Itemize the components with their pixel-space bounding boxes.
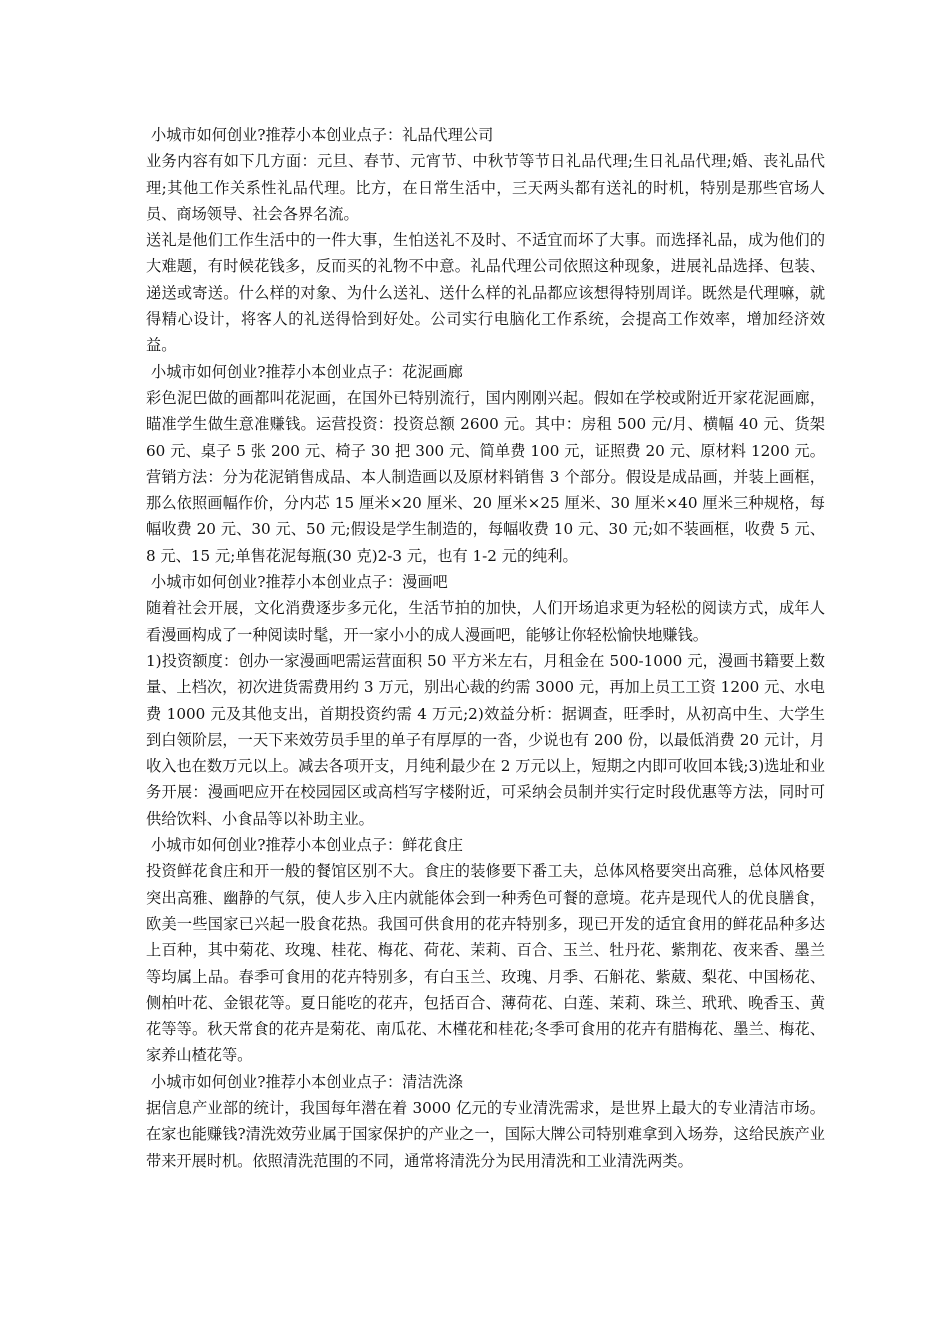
section-heading-flower-restaurant: 小城市如何创业?推荐小本创业点子：鲜花食庄	[151, 836, 463, 855]
section-heading-comic-bar: 小城市如何创业?推荐小本创业点子：漫画吧	[151, 573, 448, 592]
paragraph-flower-restaurant: 投资鲜花食庄和开一般的餐馆区别不大。食庄的装修要下番工夫，总体风格要突出高雅，总体风格要突出高雅、幽静的气氛，使人步入庄内就能体会到一种秀色可餐的意境。花卉是现代人的优良膳食，欧美一些国家已兴起一股食花热。我国可供食用的花卉特别多，现已开发的适宜食用的鲜花品种多达上百种，其中菊花、玫瑰、桂花、梅花、荷花、茉莉、百合、玉兰、牡丹花、紫荆花、夜来香、墨兰等均属上品。春季可食用的花卉特别多，有白玉兰、玫瑰、月季、石斛花、紫葳、梨花、中国杨花、侧柏叶花、金银花等。夏日能吃的花卉，包括百合、薄荷花、白莲、茉莉、珠兰、玳玳、晚香玉、黄花等等。秋天常食的花卉是菊花、南瓜花、木槿花和桂花;冬季可食用的花卉有腊梅花、墨兰、梅花、家养山楂花等。	[146, 862, 825, 1065]
paragraph-comic-bar-investment: 1)投资额度：创办一家漫画吧需运营面积 50 平方米左右，月租金在 500-1000 元，漫画书籍要上数量、上档次，初次进货需费用约 3 万元，别出心裁的约需 3000 元，再加上员工工资 1200 元、水电费 1000 元及其他支出，首期投资约需 4 万元;2)效益分析：据调查，旺季时，从初高中生、大学生到白领阶层，一天下来效劳员手里的单子有厚厚的一沓，少说也有 200 份，以最低消费 20 元计，月收入也在数万元以上。减去各项开支，月纯利最少在 2 万元以上，短期之内即可收回本钱;3)选址和业务开展：漫画吧应开在校园园区或高档写字楼附近，可采纳会员制并实行定时段优惠等方法，同时可供给饮料、小食品等以补助主业。	[146, 651, 825, 828]
paragraph-gift-business-scope: 业务内容有如下几方面：元旦、春节、元宵节、中秋节等节日礼品代理;生日礼品代理;婚、丧礼品代理;其他工作关系性礼品代理。比方，在日常生活中，三天两头都有送礼的时机，特别是那些官场人员、商场领导、社会各界名流。	[146, 152, 825, 223]
paragraph-cleaning: 据信息产业部的统计，我国每年潜在着 3000 亿元的专业清洗需求，是世界上最大的专业清洁市场。在家也能赚钱?清洗效劳业属于国家保护的产业之一，国际大牌公司特别难拿到入场券，这给民族产业带来开展时机。依照清洗范围的不同，通常将清洗分为民用清洗和工业清洗两类。	[146, 1098, 825, 1170]
document-page	[143, 122, 825, 1174]
paragraph-clay-gallery: 彩色泥巴做的画都叫花泥画，在国外已特别流行，国内刚刚兴起。假如在学校或附近开家花泥画廊，瞄准学生做生意准赚钱。运营投资：投资总额 2600 元。其中：房租 500 元/月、横幅 40 元、货架 60 元、桌子 5 张 200 元、椅子 30 把 300 元、简单费 100 元，证照费 20 元、原材料 1200 元。营销方法：分为花泥销售成品、本人制造画以及原材料销售 3 个部分。假设是成品画，并装上画框，那么依照画幅作价，分内芯 15 厘米×20 厘米、20 厘米×25 厘米、30 厘米×40 厘米三种规格，每幅收费 20 元、30 元、50 元;假设是学生制造的，每幅收费 10 元、30 元;如不装画框，收费 5 元、8 元、15 元;单售花泥每瓶(30 克)2-3 元，也有 1-2 元的纯利。	[146, 388, 825, 565]
paragraph-comic-bar-intro: 随着社会开展，文化消费逐步多元化，生活节拍的加快，人们开场追求更为轻松的阅读方式，成年人看漫画构成了一种阅读时髦，开一家小小的成人漫画吧，能够让你轻松愉快地赚钱。	[146, 599, 825, 644]
paragraph-gift-giving: 送礼是他们工作生活中的一件大事，生怕送礼不及时、不适宜而坏了大事。而选择礼品，成为他们的大难题，有时候花钱多，反而买的礼物不中意。礼品代理公司依照这种现象，进展礼品选择、包装、递送或寄送。什么样的对象、为什么送礼、送什么样的礼品都应该想得特别周详。既然是代理嘛，就得精心设计，将客人的礼送得恰到好处。公司实行电脑化工作系统，会提高工作效率，增加经济效益。	[146, 231, 825, 355]
section-heading-cleaning: 小城市如何创业?推荐小本创业点子：清洁洗涤	[151, 1072, 463, 1091]
section-heading-clay-gallery: 小城市如何创业?推荐小本创业点子：花泥画廊	[151, 362, 463, 381]
section-heading-gift-agency: 小城市如何创业?推荐小本创业点子：礼品代理公司	[151, 126, 494, 144]
